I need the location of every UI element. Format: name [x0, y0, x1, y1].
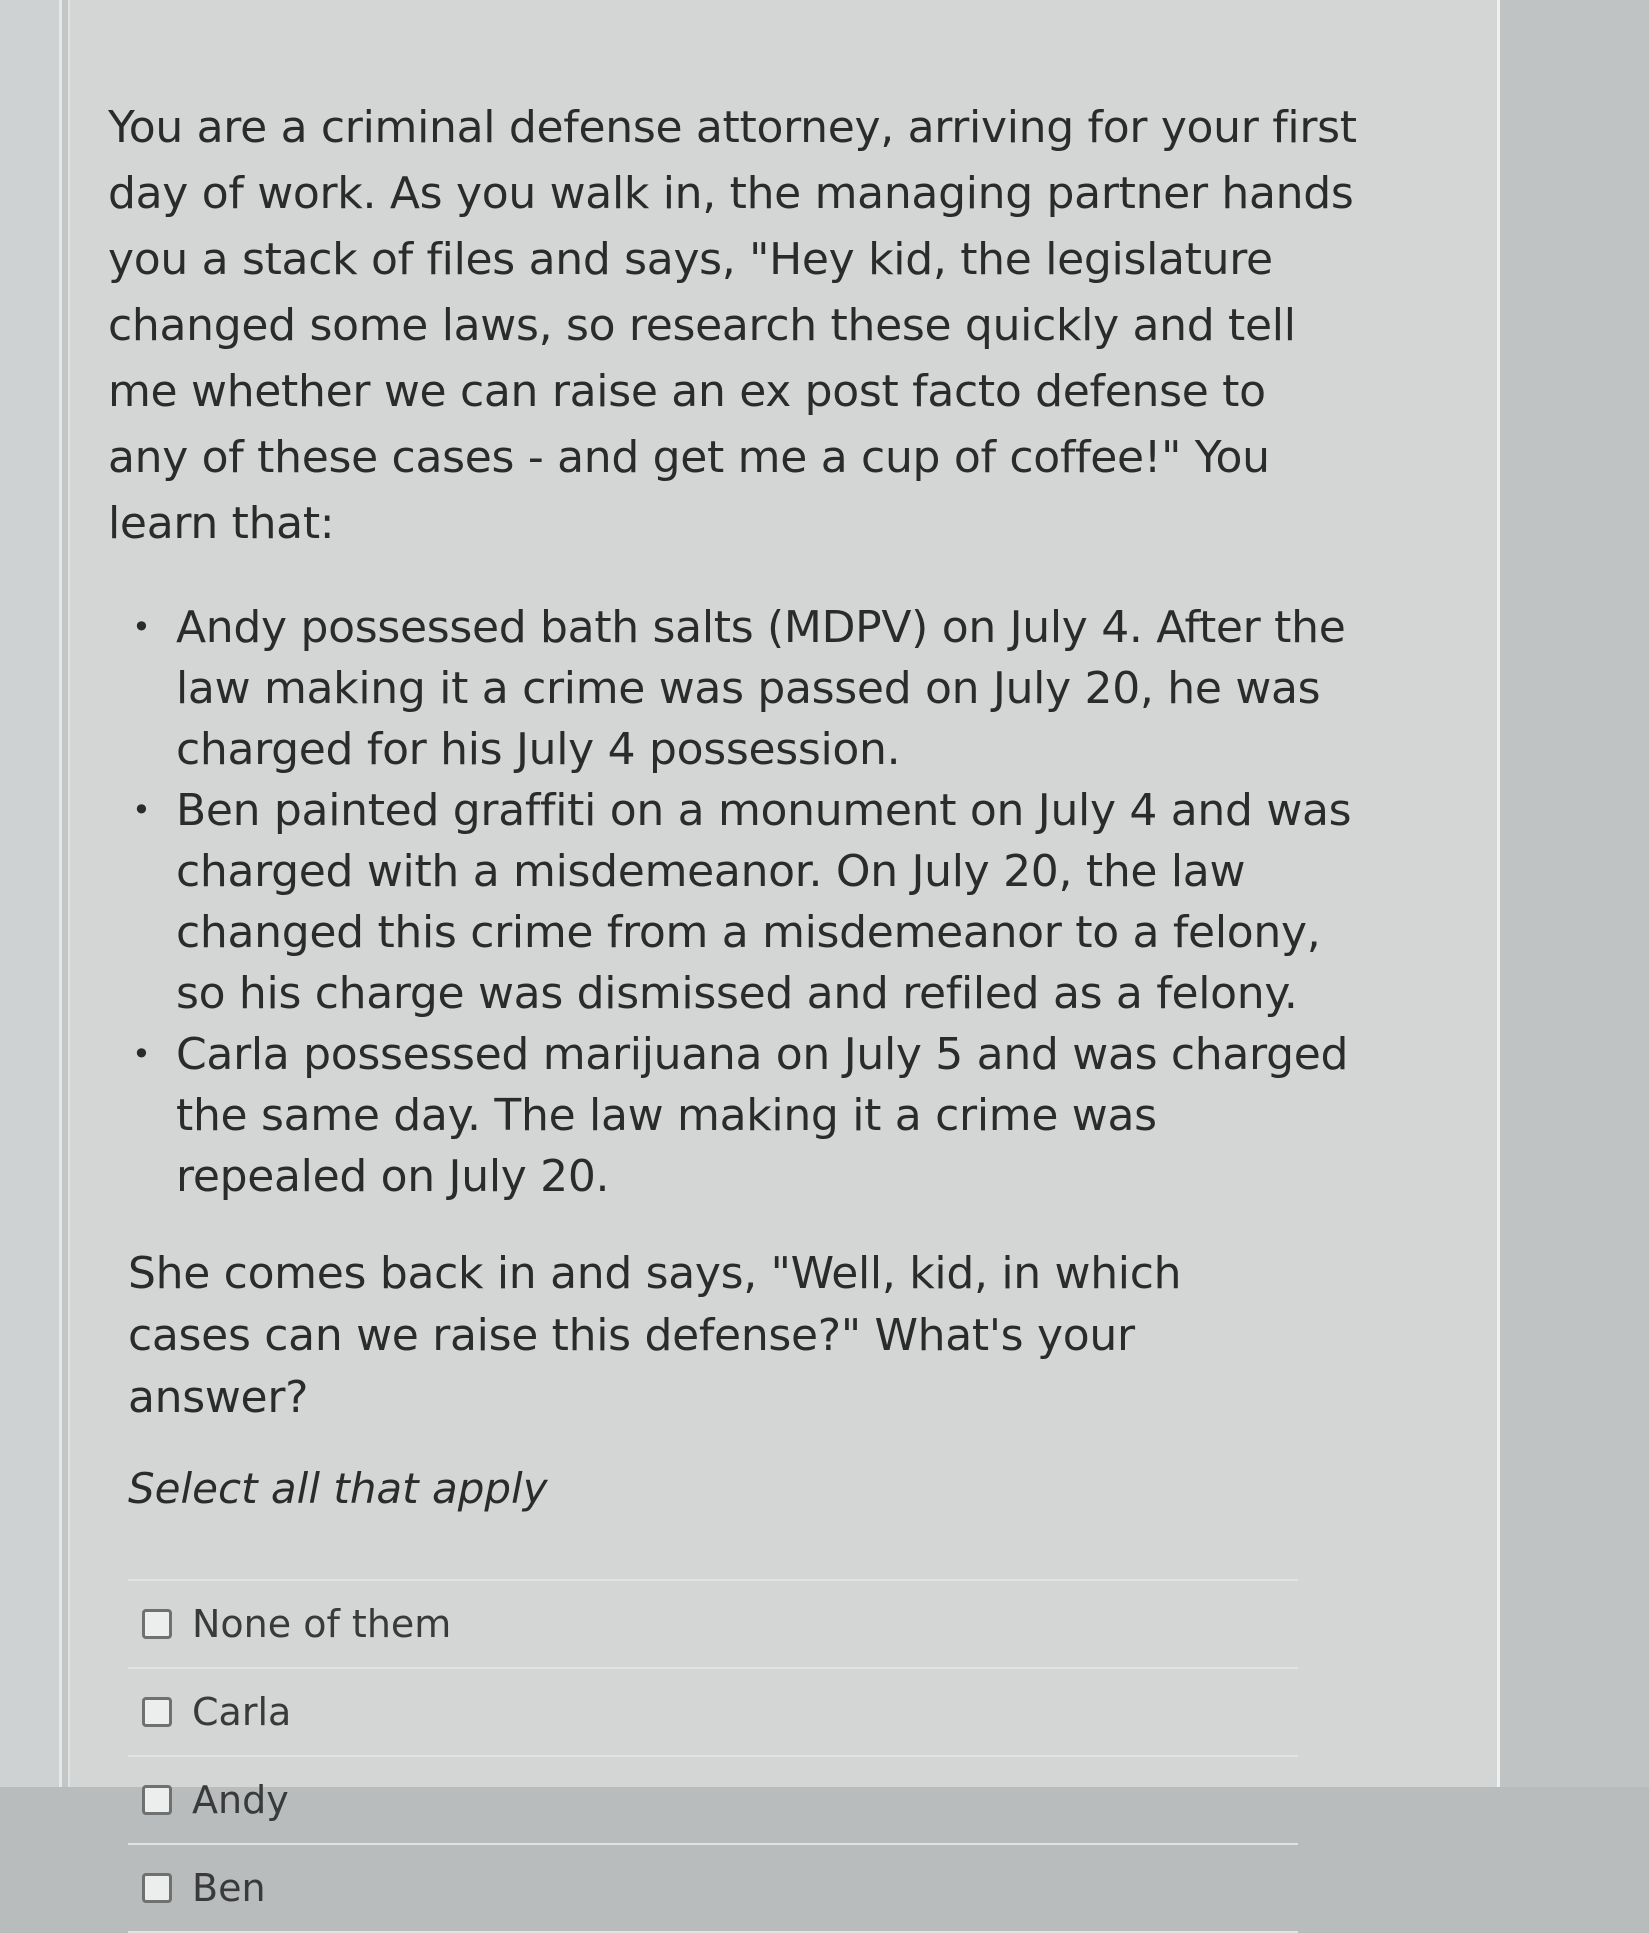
- option-label[interactable]: None of them: [192, 1602, 452, 1646]
- question-prompt: You are a criminal defense attorney, arriving for your first day of work. As you walk in, the managing partner hands you a stack of files and says, "Hey kid, the legislature changed some laws, so research these quickly and tell me whether we can raise an ex post facto defense to any of these cases - and get me a cup of coffee!" You learn that:: [108, 102, 1357, 549]
- checkbox-icon[interactable]: [142, 1609, 172, 1639]
- option-andy[interactable]: [128, 1757, 1298, 1845]
- option-carla[interactable]: [128, 1669, 1298, 1757]
- fact-text: Carla possessed marijuana on July 5 and was charged the same day. The law making it a crime was repealed on July 20.: [176, 1029, 1349, 1202]
- checkbox-icon[interactable]: [142, 1697, 172, 1727]
- question-followup: She comes back in and says, "Well, kid, in which cases can we raise this defense?" What's your answer?: [128, 1248, 1182, 1423]
- fact-text: Ben painted graffiti on a monument on July 4 and was charged with a misdemeanor. On July 20, the law changed this crime from a misdemeanor to a felony, so his charge was dismissed and refiled as a felony.: [176, 785, 1352, 1019]
- option-label[interactable]: Carla: [192, 1690, 292, 1734]
- option-label[interactable]: Ben: [192, 1866, 266, 1910]
- select-all-instruction: Select all that apply: [128, 1464, 548, 1513]
- fact-ben: [132, 780, 1358, 1024]
- facts-list: [108, 597, 1358, 1207]
- checkbox-icon[interactable]: [142, 1873, 172, 1903]
- fact-text: Andy possessed bath salts (MDPV) on July 4. After the law making it a crime was passed on July 20, he was charged for his July 4 possession.: [176, 602, 1346, 775]
- option-ben[interactable]: [128, 1845, 1298, 1933]
- answer-options: [128, 1579, 1298, 1933]
- bullet-icon: •: [132, 1035, 151, 1073]
- bullet-icon: •: [132, 608, 151, 646]
- option-label[interactable]: Andy: [192, 1778, 289, 1822]
- option-none-of-them[interactable]: [128, 1581, 1298, 1669]
- fact-carla: [132, 1024, 1358, 1207]
- bullet-icon: •: [132, 791, 151, 829]
- right-margin-panel: [1500, 0, 1649, 1787]
- question-content: [108, 95, 1358, 1933]
- left-margin-panel: [0, 0, 62, 1787]
- checkbox-icon[interactable]: [142, 1785, 172, 1815]
- fact-andy: [132, 597, 1358, 780]
